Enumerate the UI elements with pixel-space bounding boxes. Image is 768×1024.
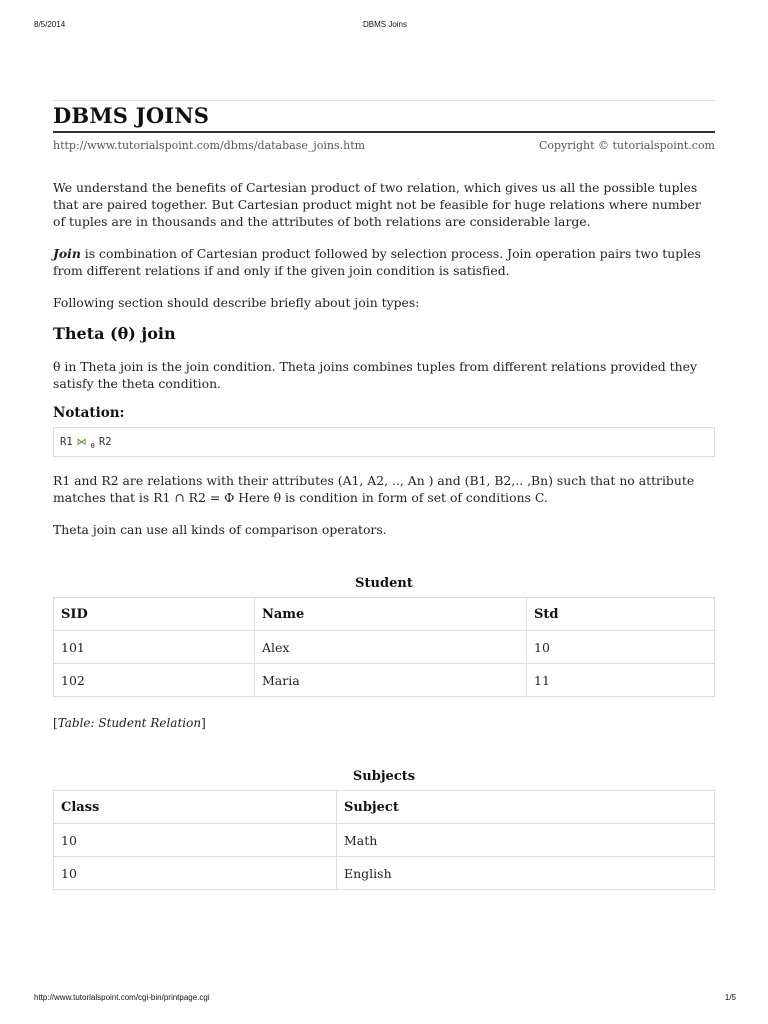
join-definition-text: is combination of Cartesian product followed by selection process. Join operation pairs two tuples from different relations if and only if the given join condition is satisfied. bbox=[53, 246, 701, 278]
subjects-table bbox=[53, 790, 715, 890]
table-cell: Alex bbox=[255, 631, 527, 664]
table-cell: 10 bbox=[54, 824, 337, 857]
theta-description: θ in Theta join is the join condition. Theta joins combines tuples from different relations provided they satisfy the theta condition. bbox=[53, 359, 697, 391]
notation-code-box bbox=[53, 427, 715, 457]
table-cell: 11 bbox=[527, 664, 715, 697]
subjects-table-caption: Subjects bbox=[352, 769, 416, 784]
print-footer bbox=[34, 993, 736, 1002]
column-header: Class bbox=[54, 791, 337, 824]
page-title: DBMS JOINS bbox=[53, 103, 210, 128]
copyright-text: Copyright © tutorialspoint.com bbox=[538, 139, 715, 152]
notation-heading: Notation: bbox=[53, 405, 125, 421]
notation-left-relation: R1 bbox=[60, 436, 73, 448]
relations-paragraph: R1 and R2 are relations with their attributes (A1, A2, .., An ) and (B1, B2,.. ,Bn) such that no attribute matches that is R1 ∩ R2 = Φ Here θ is condition in form of set of conditions C. bbox=[53, 473, 695, 505]
student-table bbox=[53, 597, 715, 697]
column-header: Std bbox=[527, 598, 715, 631]
table-cell: 101 bbox=[54, 631, 255, 664]
notation-right-relation: R2 bbox=[98, 436, 112, 448]
join-definition-paragraph bbox=[53, 245, 715, 279]
page-number: 1/5 bbox=[724, 993, 736, 1002]
column-header: Subject bbox=[337, 791, 715, 824]
student-table-note-text: Table: Student Relation bbox=[57, 716, 202, 730]
column-header: Name bbox=[255, 598, 527, 631]
operators-paragraph: Theta join can use all kinds of comparison operators. bbox=[53, 522, 387, 537]
article bbox=[53, 100, 715, 890]
table-cell: Maria bbox=[255, 664, 527, 697]
join-term: Join bbox=[53, 246, 81, 261]
theta-join-heading: Theta (θ) join bbox=[53, 324, 176, 343]
column-header: SID bbox=[54, 598, 255, 631]
following-paragraph: Following section should describe briefly about join types: bbox=[53, 295, 420, 310]
table-row bbox=[54, 857, 715, 890]
student-table-note bbox=[53, 715, 715, 732]
print-footer-url: http://www.tutorialspoint.com/cgi-bin/printpage.cgi bbox=[34, 993, 210, 1002]
bracket-close: ] bbox=[201, 716, 206, 730]
bracket-open: [ bbox=[53, 716, 58, 730]
table-cell: 102 bbox=[54, 664, 255, 697]
table-row bbox=[54, 824, 715, 857]
print-header bbox=[34, 20, 736, 29]
source-url-link[interactable]: http://www.tutorialspoint.com/dbms/database_joins.htm bbox=[53, 139, 366, 152]
table-header-row bbox=[54, 598, 715, 631]
print-date: 8/5/2014 bbox=[34, 20, 66, 29]
table-row bbox=[54, 664, 715, 697]
join-symbol-icon: ⋈ bbox=[76, 436, 87, 448]
notation-theta-subscript: θ bbox=[90, 442, 95, 450]
table-cell: Math bbox=[337, 824, 715, 857]
table-header-row bbox=[54, 791, 715, 824]
table-row bbox=[54, 631, 715, 664]
table-cell: 10 bbox=[54, 857, 337, 890]
intro-paragraph: We understand the benefits of Cartesian product of two relation, which gives us all the possible tuples that are paired together. But Cartesian product might not be feasible for huge relations where number of tuples are in thousands and the attributes of both relations are considerable large. bbox=[53, 180, 701, 229]
print-title: DBMS Joins bbox=[362, 20, 407, 29]
title-divider bbox=[53, 131, 715, 133]
source-line bbox=[53, 138, 715, 154]
table-cell: English bbox=[337, 857, 715, 890]
table-cell: 10 bbox=[527, 631, 715, 664]
student-table-caption: Student bbox=[355, 576, 413, 591]
